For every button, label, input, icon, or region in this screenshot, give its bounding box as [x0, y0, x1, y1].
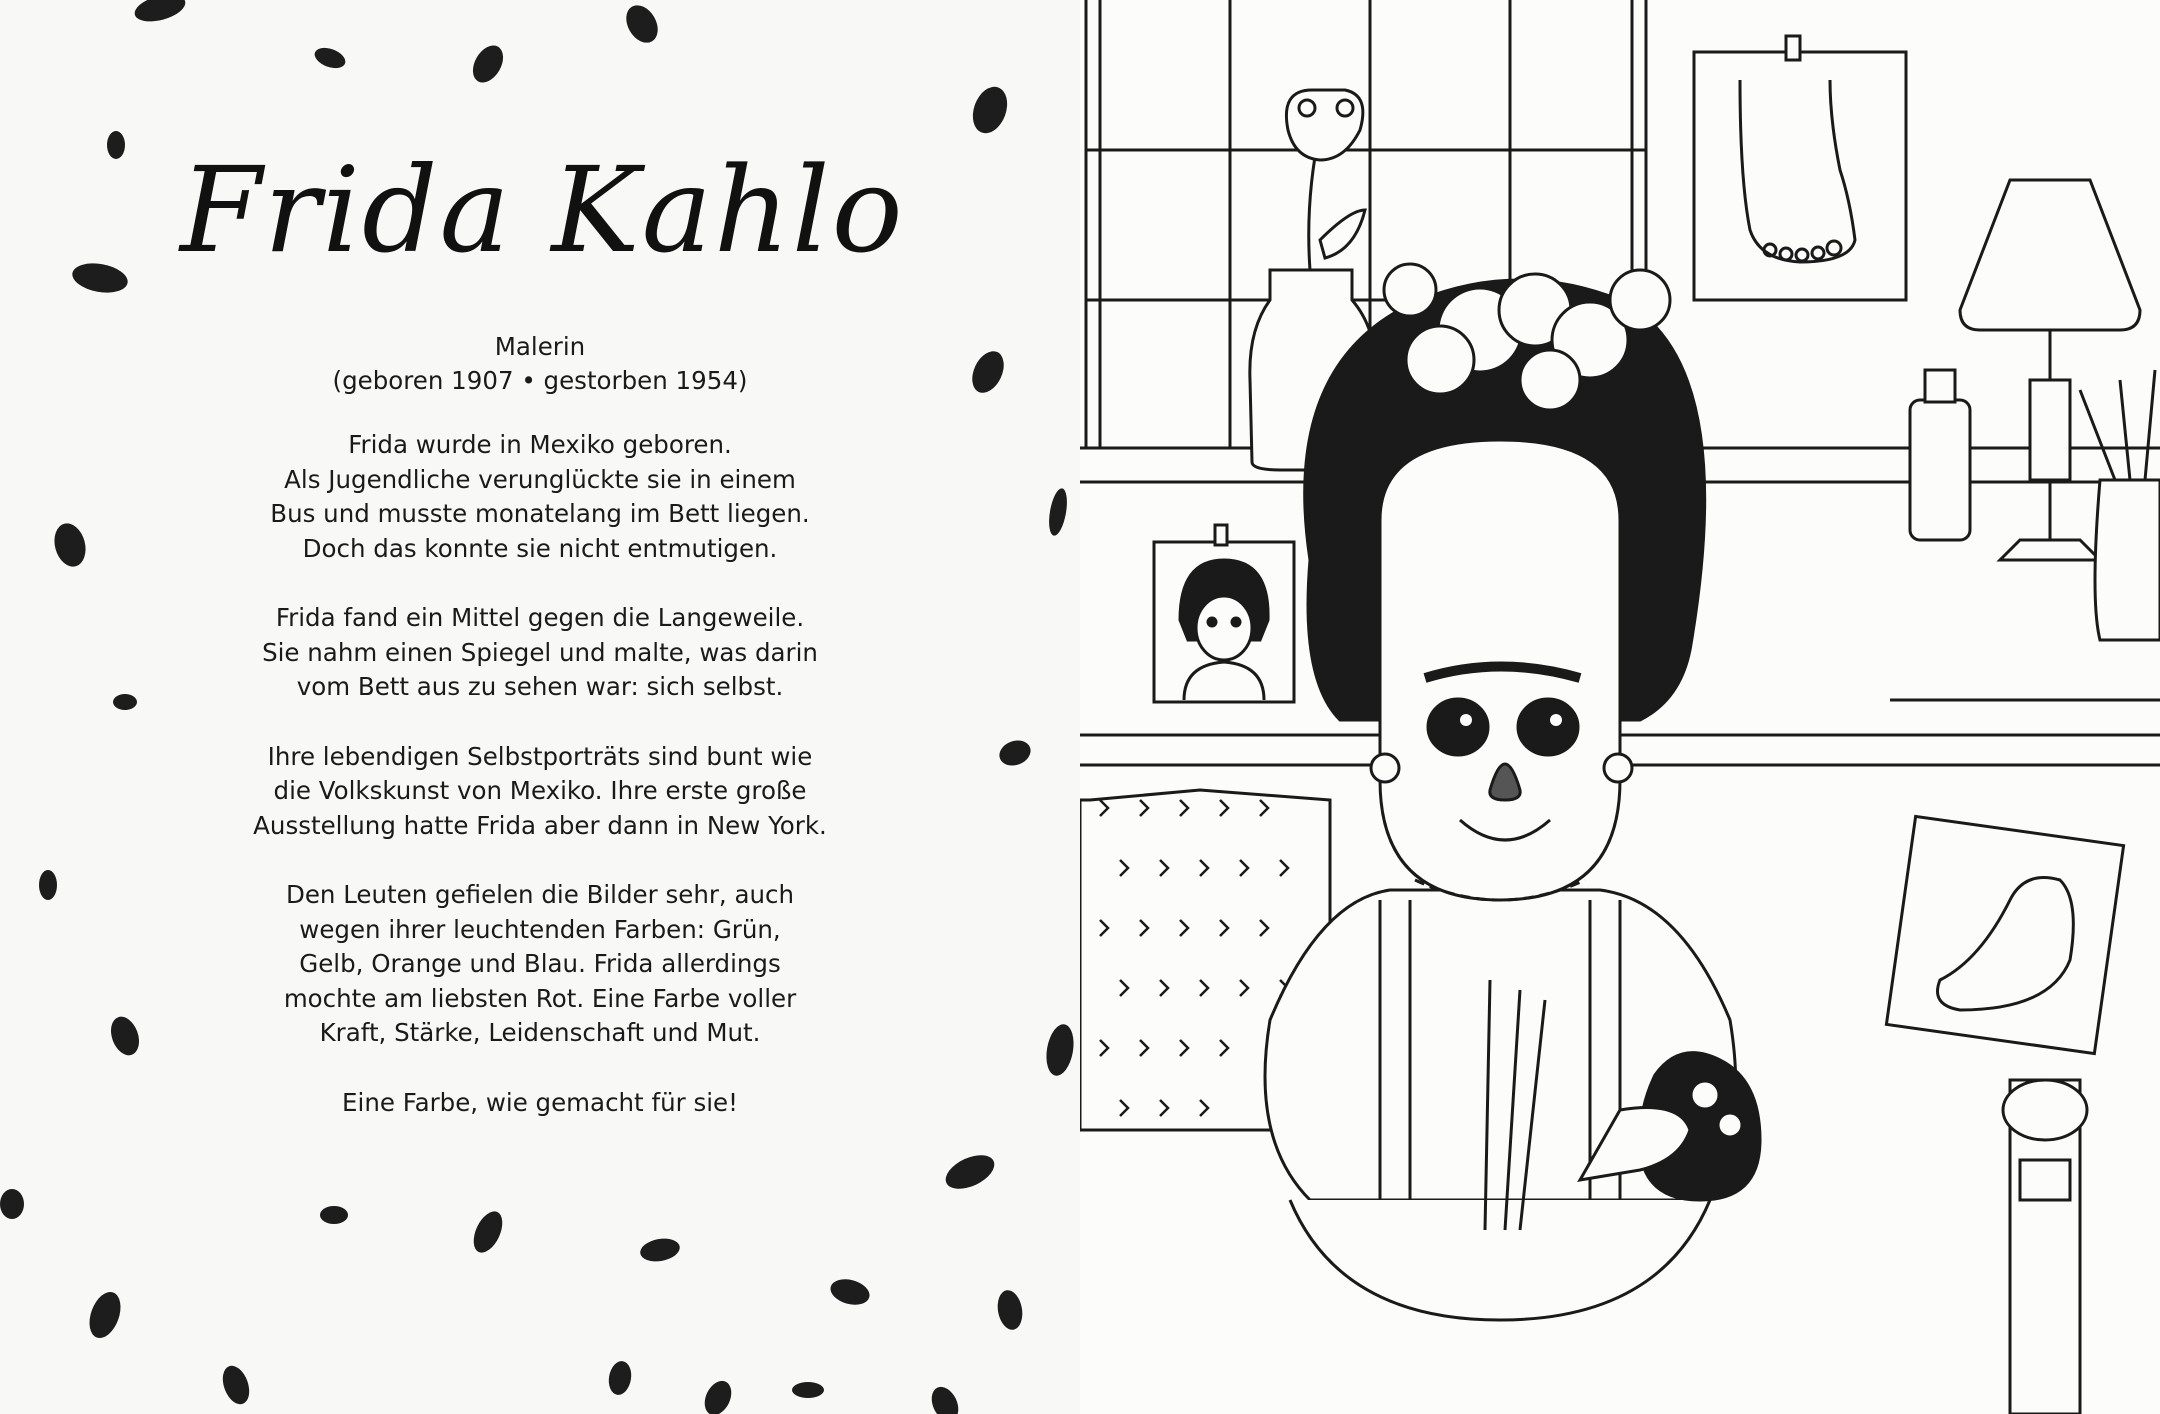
text-line: Den Leuten gefielen die Bilder sehr, auch: [285, 880, 795, 909]
text-line: Frida fand ein Mittel gegen die Langeweile.: [275, 603, 805, 632]
paragraph: [190, 878, 890, 1051]
text-line: Bus und musste monatelang im Bett liegen.: [270, 499, 810, 528]
bottle: [1910, 370, 1970, 540]
frida-illustration: [1080, 0, 2160, 1414]
foot-sketch-top: [1694, 36, 1906, 300]
frida-figure: [1265, 264, 1760, 1320]
right-page: [1080, 0, 2160, 1414]
text-line: Ausstellung hatte Frida aber dann in New York.: [253, 810, 827, 840]
page-title: Frida Kahlo: [180, 141, 905, 279]
subtitle-block: [190, 330, 890, 398]
lifespan-label: (geboren 1907 • gestorben 1954): [332, 366, 748, 395]
text-line: Als Jugendliche verunglückte sie in einem: [284, 464, 796, 494]
text-line: wegen ihrer leuchtenden Farben: Grün,: [299, 914, 781, 944]
brush-cup: [2080, 370, 2160, 640]
text-line: Doch das konnte sie nicht entmutigen.: [302, 533, 778, 563]
text-line: Gelb, Orange und Blau. Frida allerdings: [299, 949, 781, 978]
text-line: vom Bett aus zu sehen war: sich selbst.: [296, 672, 784, 701]
paragraph: [190, 1086, 890, 1121]
paragraph: [190, 740, 890, 844]
text-line: die Volkskunst von Mexiko. Ihre erste große: [273, 776, 807, 805]
paragraph: [190, 601, 890, 705]
text-line: Ihre lebendigen Selbstporträts sind bunt wie: [267, 741, 813, 771]
text-line: Kraft, Stärke, Leidenschaft und Mut.: [319, 1018, 761, 1047]
bed-post: [2003, 1080, 2087, 1414]
text-line: Frida wurde in Mexiko geboren.: [348, 430, 732, 459]
portrait-frame: [1154, 525, 1294, 702]
profession-label: Malerin: [494, 332, 586, 361]
paragraph: [190, 428, 890, 566]
biography-text: [190, 428, 890, 1155]
foot-sketch-bottom: [1886, 816, 2123, 1053]
text-line: mochte am liebsten Rot. Eine Farbe voller: [283, 983, 797, 1013]
text-line: Sie nahm einen Spiegel und malte, was darin: [262, 637, 818, 667]
text-line: Eine Farbe, wie gemacht für sie!: [342, 1087, 738, 1117]
